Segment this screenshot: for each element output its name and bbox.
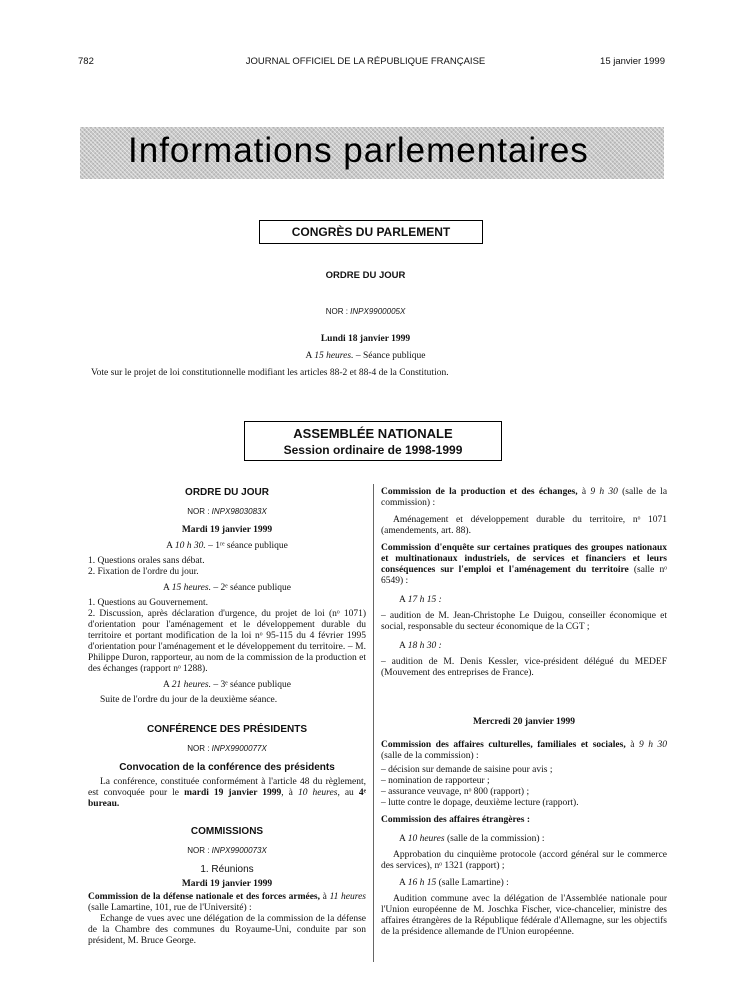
- banner-title: Informations parlementaires: [128, 131, 589, 170]
- culturelles-item: – lutte contre le dopage, deuxième lecture (rapport).: [381, 798, 579, 808]
- etrangeres-text-2: Audition commune avec la délégation de l'Assemblée nationale pour l'Union européenne de M. Joschka Fischer, vice-chancelier, ministre des affaires étrangères de la République fédérale d'Allemagne, sur les objectifs de la présidence allemande de l'Union européenne.: [381, 894, 667, 937]
- culturelles-item: – décision sur demande de saisine pour avis ;: [381, 765, 553, 775]
- production-text: Aménagement et développement durable du territoire, nᵒ 1071 (amendements, art. 88).: [381, 515, 667, 536]
- assemblee-title: ASSEMBLÉE NATIONALE: [293, 426, 453, 441]
- reunions-title: 1. Réunions: [200, 864, 254, 875]
- s1-item: 2. Fixation de l'ordre du jour.: [88, 567, 199, 577]
- seance-1: A 10 h 30. – 1ʳᵉ séance publique: [166, 541, 288, 551]
- left-column: [88, 487, 366, 947]
- etrangeres-time-2: A 16 h 15 (salle Lamartine) :: [399, 878, 509, 888]
- etrangeres-commission: Commission des affaires étrangères :: [381, 815, 530, 825]
- congres-title-box: [259, 220, 483, 244]
- culturelles-item: – nomination de rapporteur ;: [381, 776, 490, 786]
- etrangeres-text-1: Approbation du cinquième protocole (accord général sur le commerce des services), nᵒ 1321 (rapport) ;: [381, 850, 667, 871]
- conference-title: CONFÉRENCE DES PRÉSIDENTS: [146, 724, 308, 735]
- left-ordre: ORDRE DU JOUR: [185, 487, 269, 498]
- conference-nor: NOR : INPX9900077X: [187, 744, 267, 753]
- congres-nor: NOR : INPX9900005X: [325, 307, 406, 316]
- seance-2: A 15 heures. – 2ᵉ séance publique: [163, 583, 291, 593]
- left-nor: NOR : INPX9803083X: [187, 507, 267, 516]
- enquete-time-2: A 18 h 30 :: [399, 641, 442, 651]
- left-day: Mardi 19 janvier 1999: [181, 525, 273, 535]
- seance-3: A 21 heures. – 3ᵉ séance publique: [163, 680, 291, 690]
- page-number: 782: [78, 56, 94, 67]
- right-day: Mercredi 20 janvier 1999: [472, 717, 576, 727]
- issue-date: 15 janvier 1999: [600, 56, 665, 67]
- etrangeres-time-1: A 10 heures (salle de la commission) :: [399, 834, 545, 844]
- journal-title: JOURNAL OFFICIEL DE LA RÉPUBLIQUE FRANÇAISE: [245, 56, 486, 67]
- convocation-title: Convocation de la conférence des présidents: [119, 762, 335, 773]
- s3-text: Suite de l'ordre du jour de la deuxième séance.: [100, 695, 278, 705]
- enquete-item-1: – audition de M. Jean-Christophe Le Duigou, conseiller économique et social, responsable du secteur économique de la CGT ;: [381, 611, 667, 632]
- commissions-title: COMMISSIONS: [190, 826, 264, 837]
- s1-item: 1. Questions orales sans débat.: [88, 556, 205, 566]
- congres-vote: Vote sur le projet de loi constitutionnelle modifiant les articles 88-2 et 88-4 de la Constitution.: [91, 368, 449, 378]
- commissions-nor: NOR : INPX9900073X: [187, 846, 267, 855]
- enquete-item-2: – audition de M. Denis Kessler, vice-président délégué du MEDEF (Mouvement des entreprises de France).: [381, 657, 667, 678]
- convocation-text: La conférence, constituée conformément à l'article 48 du règlement, est convoquée pour le mardi 19 janvier 1999, à 10 heures, au 4ᵉ bureau.: [88, 777, 367, 809]
- congres-title: CONGRÈS DU PARLEMENT: [291, 225, 451, 239]
- congres-time: A 15 heures. – Séance publique: [305, 351, 426, 361]
- assemblee-subtitle: Session ordinaire de 1998-1999: [283, 443, 463, 457]
- congres-day: Lundi 18 janvier 1999: [320, 334, 411, 344]
- enquete-time-1: A 17 h 15 :: [399, 595, 442, 605]
- production-commission: Commission de la production et des échanges, à 9 h 30 (salle de la commission) :: [381, 487, 668, 508]
- assemblee-title-box: [244, 421, 502, 461]
- s2-item: 2. Discussion, après déclaration d'urgence, du projet de loi (nᵒ 1071) d'orientation pour l'aménagement et le développement durable du territoire et portant modification de la loi nᵒ 95-115 du 4 février 1995 d'orientation pour l'aménagement et le développement du territoire. – M. Philippe Duron, rapporteur, au nom de la commission de la production et des échanges (rapport nᵒ 1288).: [88, 609, 366, 674]
- culturelles-item: – assurance veuvage, nᵒ 800 (rapport) ;: [381, 787, 530, 797]
- section-banner: [80, 127, 664, 179]
- reunions-day: Mardi 19 janvier 1999: [181, 879, 273, 889]
- enquete-commission: Commission d'enquête sur certaines pratiques des groupes nationaux et multinationaux industriels, de services et financiers et leurs conséquences sur l'emploi et l'aménagement du territoire (salle nᵒ 6549) :: [381, 543, 667, 586]
- culturelles-commission: Commission des affaires culturelles, familiales et sociales, à 9 h 30 (salle de la commission) :: [381, 740, 668, 761]
- s2-item: 1. Questions au Gouvernement.: [88, 598, 209, 608]
- congres-ordre: ORDRE DU JOUR: [325, 270, 406, 281]
- column-divider: [373, 484, 374, 962]
- defense-commission: Commission de la défense nationale et des forces armées, à 11 heures (salle Lamartine, 101, rue de l'Université) :: [88, 892, 367, 913]
- defense-text: Echange de vues avec une délégation de la commission de la défense de la Chambre des communes du Royaume-Uni, conduite par son président, M. Bruce George.: [88, 914, 366, 946]
- right-column: [381, 487, 667, 938]
